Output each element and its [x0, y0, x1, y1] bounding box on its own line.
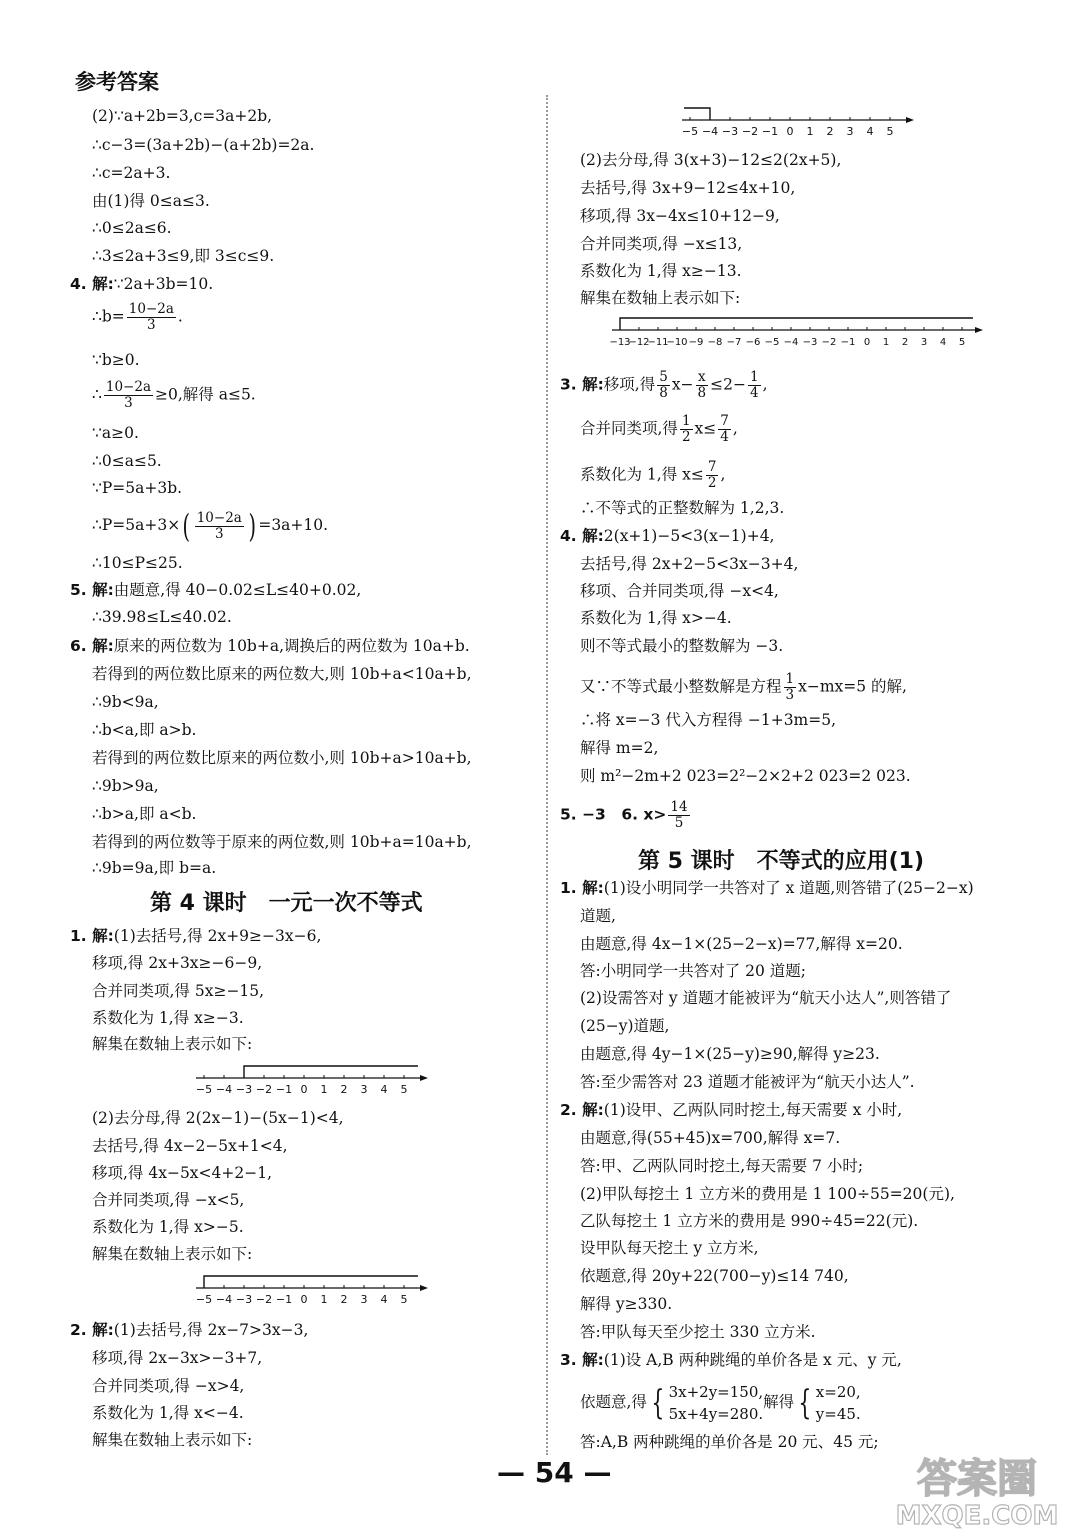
fraction	[680, 414, 693, 445]
solution-ray	[204, 1276, 418, 1288]
text-line: 解得 y≥330.	[580, 1295, 673, 1313]
tick-label: 3	[846, 125, 854, 138]
numerator: 10−2a	[128, 301, 174, 317]
text-line: ∴c−3=(3a+2b)−(a+2b)=2a.	[92, 136, 315, 154]
text-line: 移项,得 4x−5x<4+2−1,	[92, 1164, 273, 1182]
text-line: ∴10≤P≤25.	[92, 554, 183, 572]
tick-label: −3	[235, 1293, 253, 1306]
text-line: (1)去括号,得 2x+9≥−3x−6,	[113, 927, 322, 945]
text-line: 解集在数轴上表示如下:	[580, 289, 741, 307]
formula-line	[92, 380, 256, 411]
text-line: 合并同类项,得 −x>4,	[92, 1377, 245, 1395]
text-line: (2)去分母,得 3(x+3)−12≤2(2x+5),	[580, 151, 842, 169]
text-line: ∵2a+3b=10.	[113, 275, 214, 293]
fraction	[718, 414, 731, 445]
text-line: (2)∵a+2b=3,c=3a+2b,	[92, 107, 273, 125]
text-line: 道题,	[580, 907, 616, 925]
tick-label: 4	[866, 125, 874, 138]
text-line: 合并同类项,得 −x≤13,	[580, 235, 743, 253]
text-line: 2(x+1)−5<3(x−1)+4,	[603, 527, 775, 545]
text-line: 解集在数轴上表示如下:	[92, 1245, 253, 1263]
solution-ray	[244, 1066, 418, 1078]
formula-line	[580, 414, 738, 445]
numerator: 10−2a	[105, 379, 152, 395]
equation-system	[669, 1381, 764, 1425]
numerator: x	[696, 370, 709, 386]
text-line: ∴9b<9a,	[92, 693, 159, 711]
tick-label: −13	[609, 337, 631, 348]
page-header-title: 参考答案	[75, 70, 159, 94]
numerator: 1	[681, 413, 691, 429]
axis-arrow	[420, 1285, 428, 1291]
fraction	[748, 370, 761, 401]
fraction	[657, 370, 670, 401]
tick-label: −4	[215, 1083, 233, 1096]
text-line: ∴不等式的正整数解为 1,2,3.	[580, 499, 785, 517]
tick-label: −1	[275, 1293, 293, 1306]
text-line: ∴b<a,即 a>b.	[92, 721, 197, 739]
text-line: ∵P=5a+3b.	[92, 479, 183, 497]
text-line: 移项、合并同类项,得 −x<4,	[580, 582, 779, 600]
text-fragment: ,	[762, 375, 768, 394]
axis-arrow	[420, 1075, 428, 1081]
tick-label: −6	[745, 337, 761, 348]
text-fragment: ,	[720, 465, 726, 484]
text-line: (1)去括号,得 2x−7>3x−3,	[113, 1321, 309, 1339]
axis-arrow	[975, 327, 983, 333]
equation: x=20,	[815, 1383, 861, 1401]
question-number: 2. 解:	[560, 1101, 604, 1119]
text-fragment: 依题意,得	[580, 1393, 647, 1411]
fraction	[668, 800, 689, 831]
question-4	[70, 274, 213, 294]
denominator: 2	[681, 429, 691, 445]
tick-label: 1	[320, 1083, 328, 1096]
text-fragment: ,	[732, 419, 738, 438]
denominator: 8	[697, 385, 707, 401]
formula-line	[92, 302, 183, 333]
tick-label: −3	[235, 1083, 253, 1096]
text-line: 由(1)得 0≤a≤3.	[92, 192, 210, 210]
denominator: 2	[707, 475, 717, 491]
text-line: 系数化为 1,得 x≥−13.	[580, 262, 742, 280]
text-line: 系数化为 1,得 x≥−3.	[92, 1009, 244, 1027]
tick-label: −4	[783, 337, 799, 348]
s5-question-2	[560, 1100, 902, 1120]
number-line-3	[676, 100, 916, 140]
tick-label: −5	[195, 1293, 213, 1306]
tick-label: −5	[681, 125, 699, 138]
text-line: (2)设需答对 y 道题才能被评为“航天小达人”,则答错了	[580, 989, 952, 1007]
text-line: ∵a≥0.	[92, 424, 139, 442]
question-number: 3. 解:	[560, 375, 604, 394]
section-title: 第 5 课时 不等式的应用(1)	[638, 849, 925, 874]
number-line-2	[190, 1268, 430, 1308]
tick-label: 3	[360, 1083, 368, 1096]
text-line: 设甲队每天挖土 y 立方米,	[580, 1239, 759, 1257]
solution-ray	[684, 108, 710, 120]
tick-label: 2	[901, 337, 909, 348]
text-line: (25−y)道题,	[580, 1017, 670, 1035]
tick-label: −3	[802, 337, 818, 348]
question-number: 5. 解:	[70, 581, 114, 599]
tick-label: 0	[300, 1083, 308, 1096]
text-line: (1)设甲、乙两队同时挖土,每天需要 x 小时,	[603, 1101, 903, 1119]
watermark-line2: MXQE.COM	[895, 1501, 1059, 1530]
text-line: 乙队每挖土 1 立方米的费用是 990÷45=22(元).	[580, 1212, 919, 1230]
question-number: 4. 解:	[70, 275, 114, 293]
text-line: 由题意,得 4y−1×(25−y)≥90,解得 y≥23.	[580, 1045, 880, 1063]
text-line: 系数化为 1,得 x>−4.	[580, 609, 732, 627]
numerator: 1	[785, 671, 795, 687]
tick-label: 5	[400, 1083, 408, 1096]
paren-close: )	[248, 507, 256, 545]
text-fragment: =3a+10.	[258, 516, 329, 534]
tick-label: 3	[360, 1293, 368, 1306]
text-line: (2)去分母,得 2(2x−1)−(5x−1)<4,	[92, 1109, 344, 1127]
text-line: 去括号,得 4x−2−5x+1<4,	[92, 1137, 288, 1155]
s4-question-2	[70, 1320, 308, 1340]
axis-arrow	[906, 117, 914, 123]
tick-label: −4	[215, 1293, 233, 1306]
text-fragment: ∴P=5a+3×	[92, 516, 181, 534]
tick-label: −2	[741, 125, 759, 138]
numerator: 10−2a	[196, 509, 242, 526]
text-fragment: .	[177, 307, 183, 326]
text-line: (1)设 A,B 两种跳绳的单价各是 x 元、y 元,	[603, 1351, 902, 1369]
formula-line	[560, 800, 692, 831]
text-line: 依题意,得 20y+22(700−y)≤14 740,	[580, 1267, 849, 1285]
tick-label: −12	[628, 337, 650, 348]
text-line: 由题意,得 40−0.02≤L≤40+0.02,	[113, 581, 362, 599]
tick-label: −3	[721, 125, 739, 138]
text-line: 合并同类项,得 5x≥−15,	[92, 982, 265, 1000]
s5-question-3	[560, 1350, 902, 1370]
s4-question-1	[70, 926, 321, 946]
text-line: 合并同类项,得 −x<5,	[92, 1191, 245, 1209]
text-line: 若得到的两位数比原来的两位数大,则 10b+a<10a+b,	[92, 665, 472, 683]
tick-label: 5	[886, 125, 894, 138]
tick-label: −5	[764, 337, 780, 348]
text-line: 移项,得 3x−4x≤10+12−9,	[580, 207, 780, 225]
denominator: 3	[147, 317, 156, 333]
tick-label: −5	[195, 1083, 213, 1096]
tick-label: −9	[688, 337, 704, 348]
text-line: 解得 m=2,	[580, 739, 659, 757]
section-title: 第 4 课时 一元一次不等式	[150, 891, 423, 916]
text-line: 去括号,得 2x+2−5<3x−3+4,	[580, 555, 799, 573]
formula-line	[580, 672, 907, 703]
text-line: 解集在数轴上表示如下:	[92, 1035, 253, 1053]
text-line: 若得到的两位数比原来的两位数小,则 10b+a>10a+b,	[92, 749, 472, 767]
text-fragment: 移项,得	[603, 375, 656, 394]
text-fragment: x≤	[694, 419, 717, 438]
tick-label: 4	[380, 1293, 388, 1306]
text-line: ∴3≤2a+3≤9,即 3≤c≤9.	[92, 247, 275, 265]
question-number: 2. 解:	[70, 1321, 114, 1339]
denominator: 3	[214, 525, 224, 542]
text-line: 则不等式最小的整数解为 −3.	[580, 637, 784, 655]
question-number: 1. 解:	[70, 927, 114, 945]
denominator: 8	[659, 385, 668, 401]
text-fragment: ∴b=	[92, 307, 125, 326]
equation-system	[816, 1381, 861, 1425]
tick-label: 2	[340, 1293, 348, 1306]
tick-label: −2	[255, 1293, 273, 1306]
page-number: — 54 —	[497, 1456, 612, 1489]
tick-label: −2	[255, 1083, 273, 1096]
text-line: 答:A,B 两种跳绳的单价各是 20 元、45 元;	[580, 1433, 879, 1451]
tick-label: 0	[786, 125, 794, 138]
text-line: 答:至少需答对 23 道题才能被评为“航天小达人”.	[580, 1073, 915, 1091]
fraction	[104, 380, 153, 411]
formula-line	[92, 507, 329, 545]
question-6	[70, 636, 470, 656]
paren-open: (	[182, 507, 191, 545]
text-fragment: ≤2−	[710, 375, 746, 394]
tick-label: 1	[806, 125, 814, 138]
tick-label: −1	[275, 1083, 293, 1096]
text-line: ∴39.98≤L≤40.02.	[92, 608, 232, 626]
text-line: (1)设小明同学一共答对了 x 道题,则答错了(25−2−x)	[603, 879, 974, 897]
s-question-3	[560, 370, 768, 401]
tick-label: −2	[821, 337, 837, 348]
text-line: 原来的两位数为 10b+a,调换后的两位数为 10a+b.	[113, 637, 470, 655]
text-line: 移项,得 2x−3x>−3+7,	[92, 1349, 263, 1367]
tick-label: 0	[863, 337, 871, 348]
numerator: 7	[707, 459, 717, 475]
denominator: 5	[674, 815, 684, 831]
text-line: 解集在数轴上表示如下:	[92, 1431, 253, 1449]
text-line: 答:甲、乙两队同时挖土,每天需要 7 小时;	[580, 1157, 864, 1175]
denominator: 3	[785, 687, 795, 703]
watermark-logo	[895, 1450, 1060, 1530]
denominator: 4	[749, 385, 759, 401]
tick-label: −7	[726, 337, 742, 348]
text-line: 答:小明同学一共答对了 20 道题;	[580, 962, 807, 980]
text-fragment: ≥0,解得 a≤5.	[155, 385, 256, 404]
text-line: 若得到的两位数等于原来的两位数,则 10b+a=10a+b,	[92, 833, 472, 851]
denominator: 4	[720, 429, 729, 445]
text-line: ∴9b>9a,	[92, 777, 159, 795]
text-fragment: x−mx=5 的解,	[798, 677, 907, 696]
equation: 5x+4y=280.	[668, 1405, 764, 1423]
formula-line	[580, 1378, 861, 1426]
fraction	[784, 672, 797, 703]
tick-label: 4	[380, 1083, 388, 1096]
text-fragment: 解得	[763, 1393, 795, 1411]
number-line-4	[600, 310, 985, 350]
tick-label: −1	[840, 337, 856, 348]
text-fragment: 系数化为 1,得 x≤	[580, 465, 704, 484]
text-line: 则 m²−2m+2 023=2²−2×2+2 023=2 023.	[580, 767, 911, 785]
text-line: 由题意,得(55+45)x=700,解得 x=7.	[580, 1129, 841, 1147]
text-line: ∴c=2a+3.	[92, 164, 171, 182]
text-line: 移项,得 2x+3x≥−6−9,	[92, 954, 263, 972]
fraction	[696, 370, 709, 401]
tick-label: 5	[400, 1293, 408, 1306]
question-number: 4. 解:	[560, 527, 604, 545]
text-line: ∴9b=9a,即 b=a.	[92, 859, 217, 877]
tick-label: 2	[340, 1083, 348, 1096]
fraction	[127, 302, 176, 333]
equation: y=45.	[815, 1405, 861, 1423]
number-line-1	[190, 1058, 430, 1098]
denominator: 3	[124, 395, 133, 411]
watermark-line1: 答案圈	[917, 1456, 1037, 1502]
tick-label: 0	[300, 1293, 308, 1306]
s-question-4	[560, 526, 775, 546]
tick-label: 3	[920, 337, 928, 348]
text-line: 系数化为 1,得 x<−4.	[92, 1404, 244, 1422]
brace: {	[798, 1383, 812, 1423]
column-divider	[546, 95, 548, 1455]
text-line: ∵b≥0.	[92, 351, 140, 369]
formula-line	[580, 460, 725, 491]
tick-label: 1	[320, 1293, 328, 1306]
question-number: 3. 解:	[560, 1351, 604, 1369]
text-fragment: 5. −3 6. x>	[560, 805, 667, 824]
tick-label: −4	[701, 125, 719, 138]
numerator: 7	[720, 413, 729, 429]
tick-label: −10	[666, 337, 688, 348]
tick-label: 5	[958, 337, 966, 348]
text-line: ∴0≤2a≤6.	[92, 219, 172, 237]
tick-label: −1	[761, 125, 779, 138]
text-line: ∴将 x=−3 代入方程得 −1+3m=5,	[580, 711, 837, 729]
text-line: 由题意,得 4x−1×(25−2−x)=77,解得 x=20.	[580, 935, 903, 953]
question-number: 1. 解:	[560, 879, 604, 897]
question-number: 6. 解:	[70, 637, 114, 655]
solution-ray	[620, 318, 973, 330]
numerator: 5	[659, 369, 668, 385]
text-fragment: ∴	[92, 385, 102, 404]
text-line: ∴b>a,即 a<b.	[92, 805, 197, 823]
tick-label: 2	[826, 125, 834, 138]
question-5	[70, 580, 361, 600]
fraction	[706, 460, 719, 491]
numerator: 14	[670, 799, 688, 815]
text-line: (2)甲队每挖土 1 立方米的费用是 1 100÷55=20(元),	[580, 1185, 955, 1203]
tick-label: 4	[939, 337, 947, 348]
text-fragment: 合并同类项,得	[580, 419, 678, 438]
text-line: 答:甲队每天至少挖土 330 立方米.	[580, 1323, 816, 1341]
s5-question-1	[560, 878, 974, 898]
numerator: 1	[749, 369, 759, 385]
text-line: ∴0≤a≤5.	[92, 452, 162, 470]
text-line: 去括号,得 3x+9−12≤4x+10,	[580, 179, 796, 197]
equation: 3x+2y=150,	[668, 1383, 764, 1401]
text-fragment: 又∵不等式最小整数解是方程	[580, 677, 782, 696]
text-fragment: x−	[671, 375, 694, 394]
tick-label: −8	[707, 337, 723, 348]
text-line: 系数化为 1,得 x>−5.	[92, 1218, 244, 1236]
fraction	[195, 511, 244, 542]
brace: {	[651, 1383, 665, 1423]
tick-label: −11	[647, 337, 669, 348]
tick-label: 1	[882, 337, 890, 348]
